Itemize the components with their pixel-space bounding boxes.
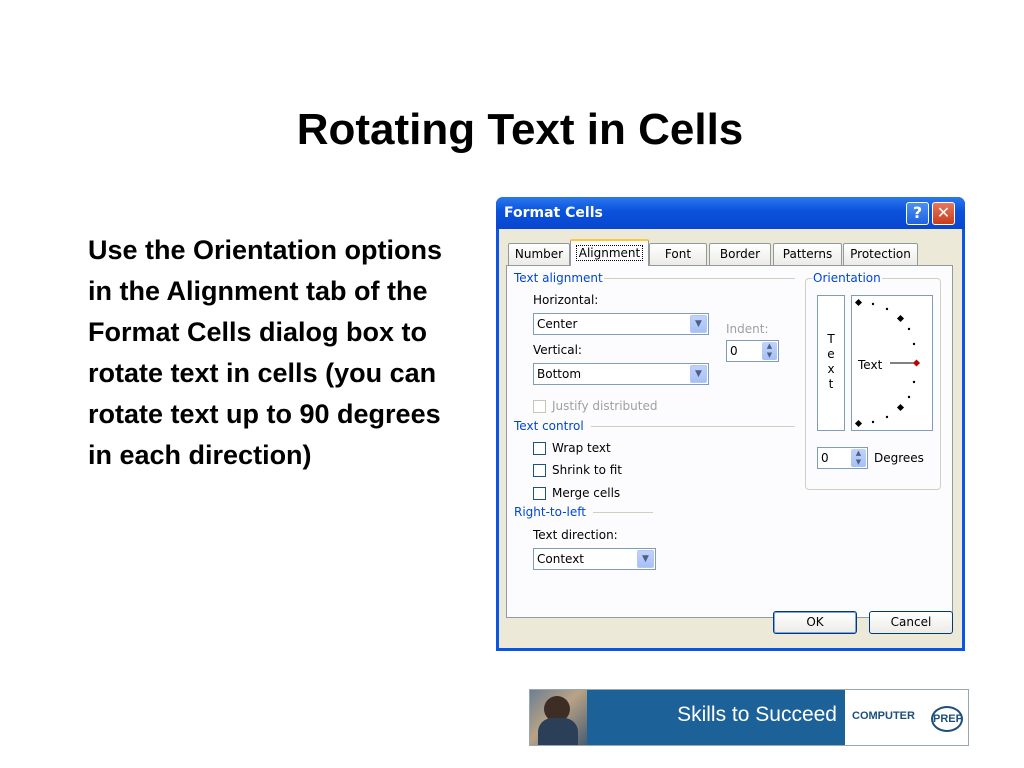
format-cells-dialog (496, 197, 965, 651)
vertical-text-letter: x (827, 362, 835, 376)
justify-distributed-checkbox[interactable] (533, 400, 546, 413)
orientation-dial[interactable] (851, 295, 933, 431)
degrees-label: Degrees (874, 451, 924, 465)
tab-number-label: Number (514, 247, 564, 261)
dialog-client-area (499, 229, 962, 648)
indent-spinner[interactable] (726, 340, 779, 362)
dial-dot (886, 308, 888, 310)
text-direction-label: Text direction: (533, 528, 618, 542)
spinner-icon[interactable]: ▲ ▼ (762, 342, 777, 360)
dial-marker-selected[interactable] (913, 359, 920, 366)
merge-cells-label: Merge cells (552, 486, 621, 500)
vertical-text-letter: T (827, 332, 835, 346)
degrees-spinner[interactable] (817, 447, 868, 469)
horizontal-select[interactable] (533, 313, 709, 335)
brand-name-computer: COMPUTER (852, 710, 915, 722)
spinner-icon[interactable]: ▲ ▼ (851, 449, 866, 467)
shrink-to-fit-checkbox[interactable] (533, 464, 546, 477)
merge-cells-checkbox[interactable] (533, 487, 546, 500)
horizontal-select-value: Center (537, 317, 578, 331)
tab-alignment-label: Alignment (576, 245, 643, 261)
slide-body-text: Use the Orientation options in the Alignment tab of the Format Cells dialog box to rotate text in cells (you can rotate text up to 90 degrees in each direction) (88, 235, 443, 470)
vertical-text-letter: e (827, 347, 835, 361)
dial-dot (872, 303, 874, 305)
dial-dot (913, 381, 915, 383)
tab-alignment[interactable] (570, 239, 649, 266)
dial-text-label: Text (858, 358, 883, 372)
ok-button[interactable]: OK (773, 611, 857, 634)
text-alignment-divider (604, 278, 795, 279)
photo-person-body (538, 718, 578, 745)
dial-marker-bottom (855, 420, 862, 427)
orientation-group (805, 271, 941, 490)
text-control-divider (591, 426, 795, 427)
right-to-left-section-label: Right-to-left (514, 505, 586, 519)
dial-marker-upper (897, 315, 904, 322)
dial-marker-top (855, 299, 862, 306)
vertical-select-value: Bottom (537, 367, 582, 381)
dial-dot (872, 421, 874, 423)
degrees-value: 0 (821, 451, 829, 465)
tab-protection[interactable] (843, 243, 918, 265)
alignment-tab-panel (506, 265, 953, 618)
close-icon[interactable]: ✕ (932, 202, 955, 225)
dialog-title: Format Cells (504, 205, 603, 221)
tab-number[interactable] (508, 243, 570, 265)
banner-slogan: Skills to Succeed (677, 703, 837, 726)
chevron-down-icon[interactable]: ▼ (690, 315, 707, 333)
dialog-title-bar[interactable] (496, 197, 965, 229)
justify-distributed-label: Justify distributed (552, 399, 658, 413)
dial-dot (908, 328, 910, 330)
text-direction-value: Context (537, 552, 585, 566)
dial-dot (908, 396, 910, 398)
shrink-to-fit-label: Shrink to fit (552, 463, 622, 477)
orientation-section-label: Orientation (813, 271, 881, 285)
dial-marker-lower (897, 404, 904, 411)
vertical-text-letter: t (828, 377, 834, 391)
tab-patterns-label: Patterns (782, 247, 833, 261)
text-control-section-label: Text control (514, 419, 584, 433)
tab-border-label: Border (719, 247, 761, 261)
chevron-down-icon[interactable]: ▼ (637, 550, 654, 568)
vertical-label: Vertical: (533, 343, 582, 357)
right-to-left-divider (593, 512, 653, 513)
wrap-text-checkbox[interactable] (533, 442, 546, 455)
wrap-text-label: Wrap text (552, 441, 611, 455)
banner-slogan-area (587, 690, 845, 745)
dial-dot (886, 416, 888, 418)
text-alignment-section-label: Text alignment (514, 271, 603, 285)
chevron-down-icon[interactable]: ▼ (690, 365, 707, 383)
tab-patterns[interactable] (773, 243, 842, 265)
tab-font-label: Font (664, 247, 692, 261)
tab-protection-label: Protection (850, 247, 911, 261)
indent-value: 0 (730, 344, 738, 358)
computer-prep-logo (848, 690, 968, 745)
help-icon[interactable]: ? (906, 202, 929, 225)
vertical-select[interactable] (533, 363, 709, 385)
skills-to-succeed-banner (529, 689, 969, 746)
indent-label: Indent: (726, 322, 769, 336)
dial-dot (913, 343, 915, 345)
cancel-button[interactable]: Cancel (869, 611, 953, 634)
vertical-text-preview (818, 332, 844, 392)
tab-border[interactable] (709, 243, 771, 265)
tab-font[interactable] (649, 243, 707, 265)
vertical-text-button[interactable] (817, 295, 845, 431)
text-direction-select[interactable] (533, 548, 656, 570)
horizontal-label: Horizontal: (533, 293, 599, 307)
photo-icon (530, 690, 587, 745)
slide-title: Rotating Text in Cells (296, 105, 744, 154)
brand-name-prep: PREP (931, 706, 963, 732)
